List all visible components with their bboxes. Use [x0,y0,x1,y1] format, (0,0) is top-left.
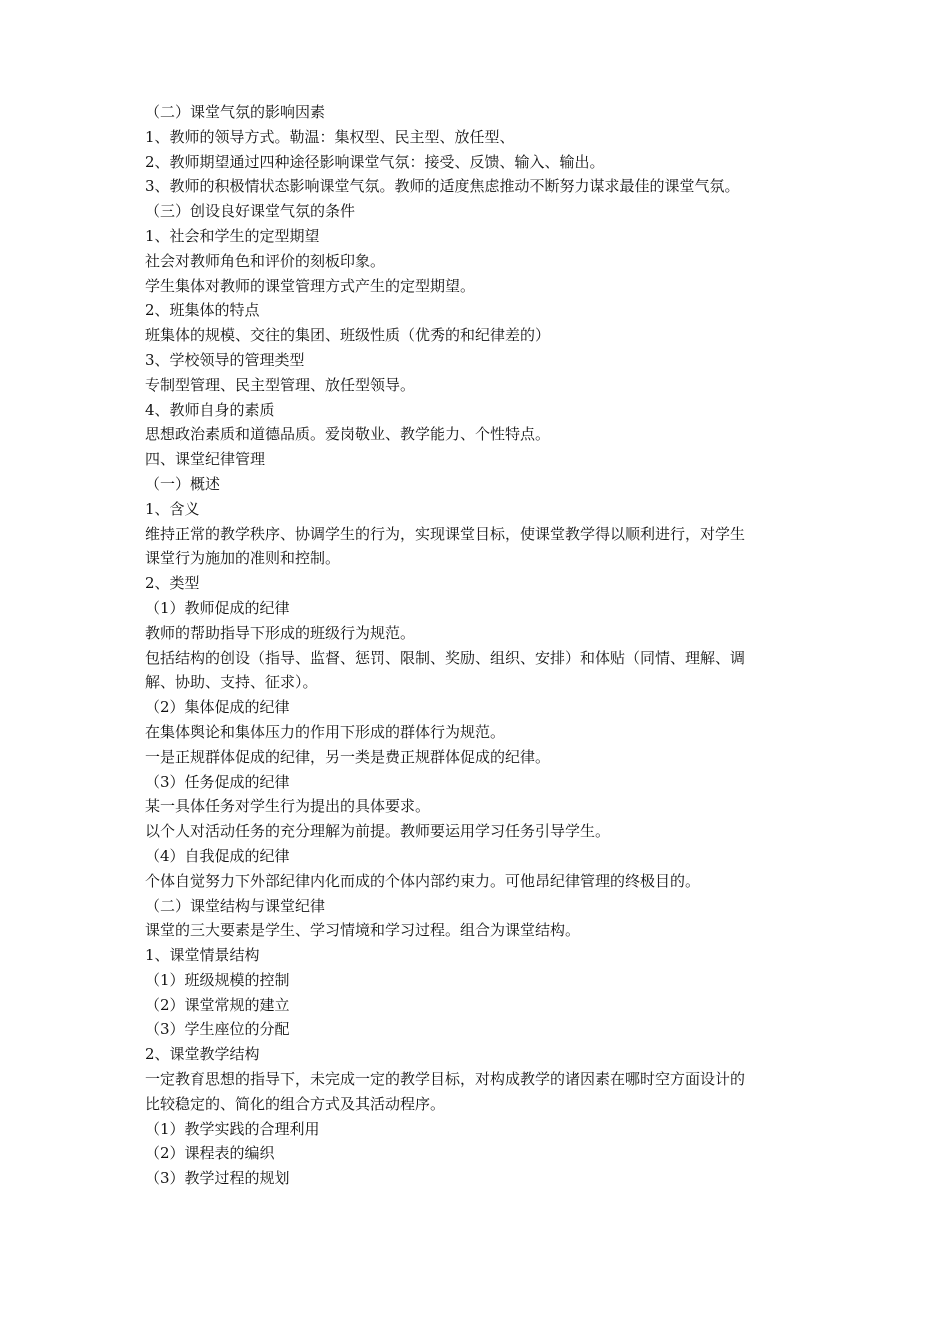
paragraph: 思想政治素质和道德品质。爱岗敬业、教学能力、个性特点。 [145,425,551,444]
sub-item: （1）教师促成的纪律 [145,598,290,617]
section-heading: （二）课堂气氛的影响因素 [145,103,326,121]
sub-item: （2）集体促成的纪律 [145,698,290,717]
list-item: 4、教师自身的素质 [145,400,275,419]
list-item: 1、含义 [145,499,200,518]
paragraph: 在集体舆论和集体压力的作用下形成的群体行为规范。 [145,722,506,741]
section-heading: （一）概述 [145,474,221,493]
paragraph: 专制型管理、民主型管理、放任型领导。 [145,375,416,394]
list-item: 2、类型 [145,574,200,593]
sub-item: （4）自我促成的纪律 [145,846,290,865]
list-item: 3、学校领导的管理类型 [145,350,305,369]
list-item: 3、教师的积极情状态影响课堂气氛。教师的适度焦虑推动不断努力谋求最佳的课堂气氛。 [145,177,740,196]
paragraph: 比较稳定的、简化的组合方式及其活动程序。 [145,1094,446,1113]
paragraph: 教师的帮助指导下形成的班级行为规范。 [145,623,416,642]
paragraph: 学生集体对教师的课堂管理方式产生的定型期望。 [145,276,476,295]
list-item: 1、课堂情景结构 [145,946,260,965]
sub-item: （2）课程表的编织 [145,1144,275,1163]
paragraph: 一是正规群体促成的纪律，另一类是费正规群体促成的纪律。 [145,747,551,766]
paragraph: 解、协助、支持、征求）。 [145,673,318,692]
paragraph: 维持正常的教学秩序、协调学生的行为，实现课堂目标，使课堂教学得以顺利进行，对学生 [145,524,746,543]
paragraph: 课堂的三大要素是学生、学习情境和学习过程。组合为课堂结构。 [145,921,581,940]
document-body [145,100,825,1191]
sub-item: （3）教学过程的规划 [145,1169,290,1188]
list-item: 1、教师的领导方式。勒温：集权型、民主型、放任型、 [145,127,515,146]
list-item: 1、社会和学生的定型期望 [145,226,320,245]
chapter-heading: 四、课堂纪律管理 [145,450,266,469]
paragraph: 个体自觉努力下外部纪律内化而成的个体内部约束力。可他昂纪律管理的终极目的。 [145,871,701,890]
sub-item: （1）教学实践的合理利用 [145,1119,320,1138]
paragraph: 一定教育思想的指导下，未完成一定的教学目标，对构成教学的诸因素在哪时空方面设计的 [145,1070,746,1089]
paragraph: 某一具体任务对学生行为提出的具体要求。 [145,797,431,816]
paragraph: 班集体的规模、交往的集团、班级性质（优秀的和纪律差的） [145,326,551,345]
section-heading: （二）课堂结构与课堂纪律 [145,896,326,915]
paragraph: 课堂行为施加的准则和控制。 [145,549,341,568]
sub-item: （3）学生座位的分配 [145,1020,290,1039]
sub-item: （3）任务促成的纪律 [145,772,290,791]
paragraph: 以个人对活动任务的充分理解为前提。教师要运用学习任务引导学生。 [145,822,611,841]
list-item: 2、教师期望通过四种途径影响课堂气氛：接受、反馈、输入、输出。 [145,152,605,171]
sub-item: （1）班级规模的控制 [145,970,290,989]
list-item: 2、课堂教学结构 [145,1045,260,1064]
section-heading: （三）创设良好课堂气氛的条件 [145,202,356,221]
paragraph: 包括结构的创设（指导、监督、惩罚、限制、奖励、组织、安排）和体贴（同情、理解、调 [145,648,746,667]
sub-item: （2）课堂常规的建立 [145,995,290,1014]
paragraph: 社会对教师角色和评价的刻板印象。 [145,251,386,270]
list-item: 2、班集体的特点 [145,301,260,320]
